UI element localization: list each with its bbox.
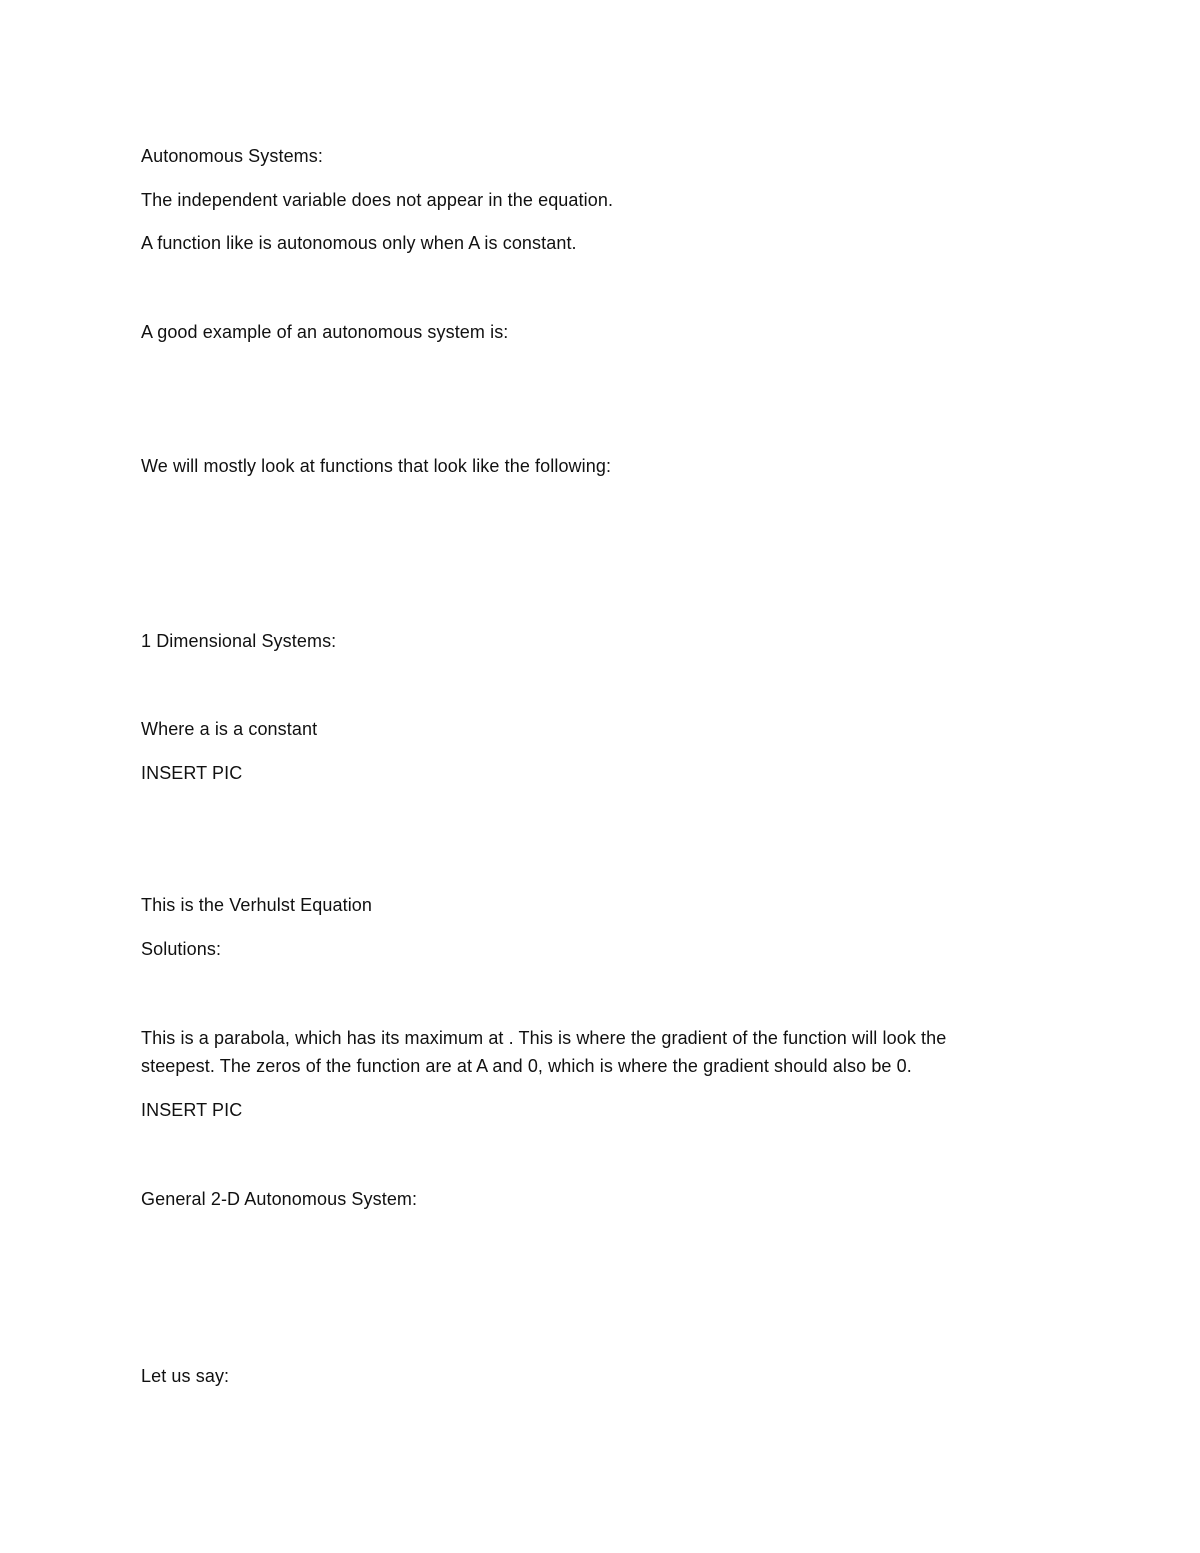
solutions-label: Solutions: <box>141 939 222 959</box>
insert-pic-placeholder-2: INSERT PIC <box>141 1100 243 1120</box>
verhulst-equation-text: This is the Verhulst Equation <box>141 895 373 915</box>
parabola-text-line-2: steepest. The zeros of the function are at A and 0, which is where the gradient should also be 0. <box>141 1056 912 1076</box>
parabola-text-line-1: This is a parabola, which has its maximum at . This is where the gradient of the function will look the <box>141 1028 947 1048</box>
autonomous-systems-heading: Autonomous Systems: <box>141 146 323 166</box>
good-example-text: A good example of an autonomous system is: <box>141 322 509 342</box>
independent-variable-text: The independent variable does not appear in the equation. <box>141 190 614 210</box>
one-dimensional-systems-heading: 1 Dimensional Systems: <box>141 631 337 651</box>
insert-pic-placeholder-1: INSERT PIC <box>141 763 243 783</box>
mostly-look-text: We will mostly look at functions that look like the following: <box>141 456 612 476</box>
let-us-say-text: Let us say: <box>141 1366 230 1386</box>
function-like-text: A function like is autonomous only when A is constant. <box>141 233 577 253</box>
where-a-constant-text: Where a is a constant <box>141 719 318 739</box>
general-2d-autonomous-heading: General 2-D Autonomous System: <box>141 1189 418 1209</box>
